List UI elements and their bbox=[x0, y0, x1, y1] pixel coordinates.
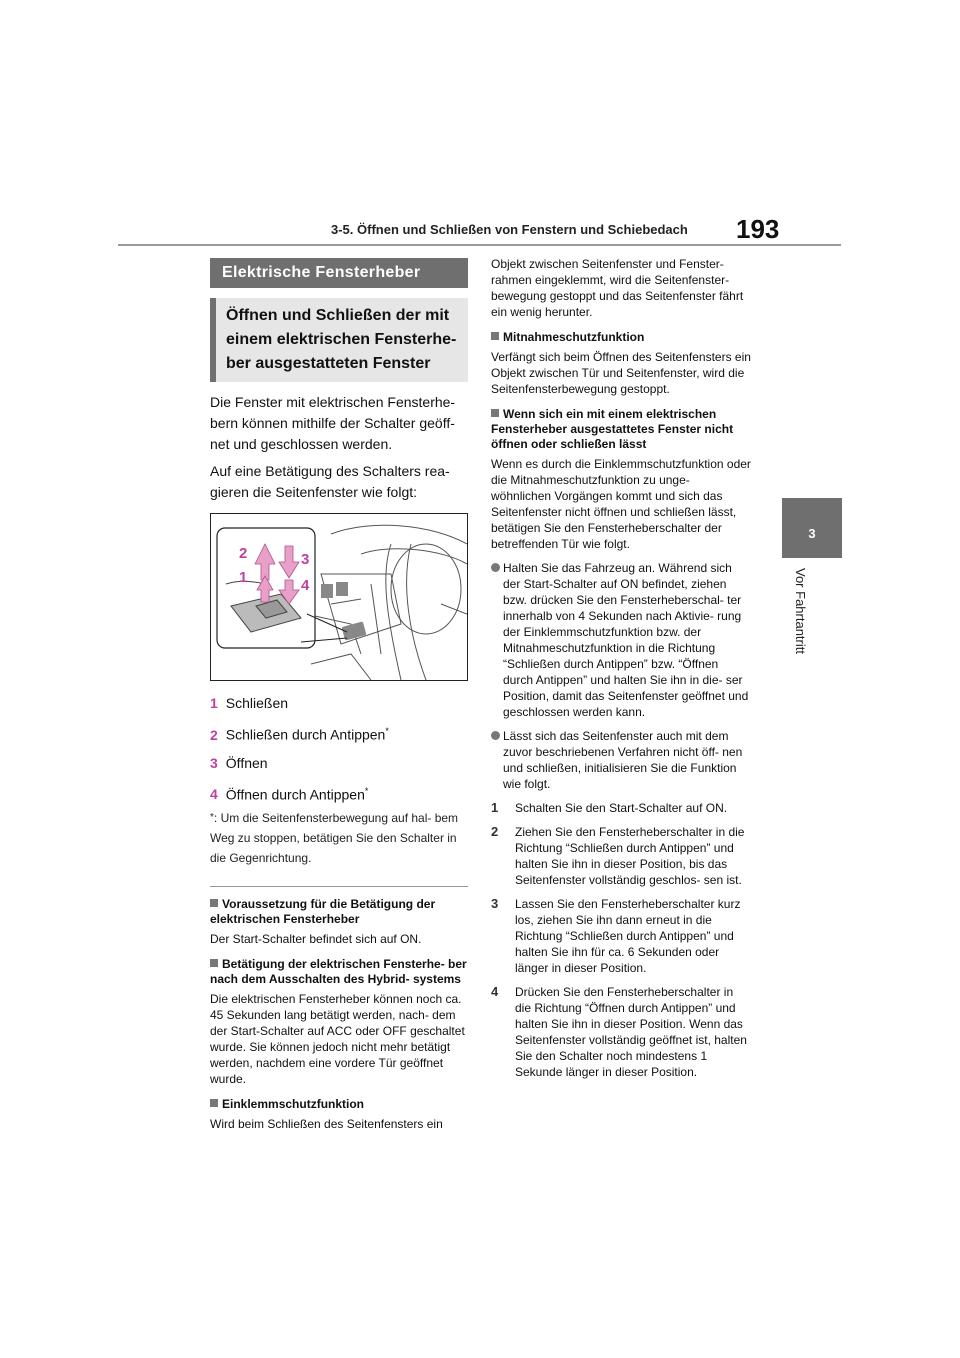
legend-item bbox=[210, 717, 468, 749]
legend-label: Öffnen durch Antippen bbox=[225, 786, 365, 803]
divider bbox=[210, 886, 468, 887]
chapter-label: Vor Fahrtantritt bbox=[793, 568, 808, 654]
round-bullet-icon bbox=[491, 731, 500, 740]
legend-number: 4 bbox=[210, 786, 218, 803]
right-column bbox=[491, 256, 751, 1080]
step-item: 2 Ziehen Sie den Fensterheberschalter in die Richtung “Schließen durch Antippen” und halten Sie ihn in dieser Position, bis das Seitenfenster vollständig geschlos- sen ist. bbox=[491, 824, 745, 887]
legend-label: Schließen durch Antippen bbox=[225, 726, 386, 743]
square-bullet-icon bbox=[210, 1099, 218, 1107]
legend-item bbox=[210, 777, 468, 809]
step-number: 1 bbox=[491, 800, 499, 815]
note-text: Die elektrischen Fensterheber können noch ca. 45 Sekunden lang betätigt werden, nach- dem der Start-Schalter auf ACC oder OFF geschaltet wurde. Sie können jedoch nicht mehr betätigt werden, nachdem eine vordere Tür geöffnet wurde. bbox=[210, 992, 465, 1087]
left-column bbox=[210, 258, 468, 1132]
figure-label-2: 2 bbox=[239, 545, 248, 562]
window-switch-illustration bbox=[210, 513, 468, 681]
legend-label: Öffnen bbox=[225, 754, 268, 771]
square-bullet-icon bbox=[210, 899, 218, 907]
square-bullet-icon bbox=[491, 409, 499, 417]
intro-paragraph-2: Auf eine Betätigung des Schalters rea- gieren die Seitenfenster wie folgt: bbox=[210, 463, 450, 500]
header-rule bbox=[118, 244, 841, 246]
footnote-asterisk: * bbox=[210, 812, 214, 824]
step-number: 2 bbox=[491, 824, 499, 839]
subsection-title: Öffnen und Schließen der mit einem elektrischen Fensterhe- ber ausgestatteten Fenster bbox=[210, 298, 468, 382]
square-bullet-icon bbox=[210, 959, 218, 967]
step-item: 3 Lassen Sie den Fensterheberschalter kurz los, ziehen Sie ihn dann erneut in die Richtung “Schließen durch Antippen” und halten Sie ihn für ca. 6 Sekunden oder länger in dieser Position. bbox=[491, 896, 741, 975]
note-text: Der Start-Schalter befindet sich auf ON. bbox=[210, 932, 422, 947]
step-item: 4 Drücken Sie den Fensterheberschalter in die Richtung “Öffnen durch Antippen” und halten Sie ihn in dieser Position. Wenn das Seitenfenster vollständig geöffnet ist, halten Sie den Schalter noch mindestens 1 Sekunde länger in dieser Position. bbox=[491, 984, 747, 1079]
note-heading: Betätigung der elektrischen Fensterhe- ber nach dem Ausschalten des Hybrid- systems bbox=[210, 957, 467, 987]
square-bullet-icon bbox=[491, 332, 499, 340]
legend-asterisk: * bbox=[364, 785, 369, 796]
legend-item bbox=[210, 689, 468, 717]
illustration-svg bbox=[211, 514, 467, 680]
section-title: Elektrische Fensterheber bbox=[210, 258, 468, 288]
note-text: Objekt zwischen Seitenfenster und Fenster- rahmen eingeklemmt, wird die Seitenfenster- bewegung gestoppt und das Seitenfenster fährt ein wenig herunter. bbox=[491, 257, 744, 319]
legend-item bbox=[210, 749, 468, 777]
step-item: 1 Schalten Sie den Start-Schalter auf ON. bbox=[491, 800, 728, 815]
footnote-text: : Um die Seitenfensterbewegung auf hal- bem Weg zu stoppen, betätigen Sie den Schalter in die Gegenrichtung. bbox=[210, 811, 459, 866]
note-text: Verfängt sich beim Öffnen des Seitenfensters ein Objekt zwischen Tür und Seitenfenster, wird die Seitenfensterbewegung gestoppt. bbox=[491, 350, 751, 396]
note-heading: Einklemmschutzfunktion bbox=[210, 1097, 468, 1112]
note-text: Wird beim Schließen des Seitenfensters ein bbox=[210, 1117, 443, 1132]
note-text: Wenn es durch die Einklemmschutzfunktion oder die Mitnahmeschutzfunktion zu unge- wöhnlichen Vorgängen kommt und sich das Seitenfenster nicht öffnen und schließen lässt, betätigen Sie den Fensterheberschalter der betreffenden Tür wie folgt. bbox=[491, 457, 751, 551]
header-section-title: 3-5. Öffnen und Schließen von Fenstern und Schiebedach bbox=[331, 222, 688, 237]
legend-number: 3 bbox=[210, 754, 218, 771]
footnote bbox=[210, 808, 468, 868]
figure-label-3: 3 bbox=[301, 551, 310, 568]
bullet-item: Halten Sie das Fahrzeug an. Während sich der Start-Schalter auf ON befindet, ziehen bzw. drücken Sie den Fensterheberschal- ter innerhalb von 4 Sekunden nach Aktivie- rung der Einklemmschutzfunktion bzw. der Mitnahmeschutzfunktion in die Richtung “Schließen durch Antippen” bzw. “Öffnen durch Antippen” und halten Sie ihn in die- ser Position, damit das Seitenfenster geöffnet und geschlossen werden kann. bbox=[491, 560, 751, 720]
legend-label: Schließen bbox=[225, 695, 289, 711]
legend-asterisk: * bbox=[385, 726, 389, 736]
note-heading: Voraussetzung für die Betätigung der elektrischen Fensterheber bbox=[210, 897, 436, 927]
legend-number: 2 bbox=[210, 726, 218, 743]
intro-paragraph-1: Die Fenster mit elektrischen Fensterhe- bern können mithilfe der Schalter geöff- net und geschlossen werden. bbox=[210, 394, 456, 452]
note-heading: Mitnahmeschutzfunktion bbox=[491, 330, 751, 345]
note-heading: Wenn sich ein mit einem elektrischen Fensterheber ausgestattetes Fenster nicht öffnen oder schließen lässt bbox=[491, 407, 734, 451]
legend-number: 1 bbox=[210, 695, 218, 711]
step-number: 4 bbox=[491, 984, 499, 999]
figure-legend bbox=[210, 689, 468, 808]
round-bullet-icon bbox=[491, 563, 500, 572]
figure-label-1: 1 bbox=[239, 569, 248, 586]
step-number: 3 bbox=[491, 896, 499, 911]
page-number: 193 bbox=[736, 214, 780, 244]
bullet-item: Lässt sich das Seitenfenster auch mit dem zuvor beschriebenen Verfahren nicht öff- nen und schließen, initialisieren Sie die Funktion wie folgt. bbox=[491, 728, 751, 792]
chapter-tab: 3 bbox=[782, 498, 842, 558]
figure-label-4: 4 bbox=[301, 577, 310, 594]
